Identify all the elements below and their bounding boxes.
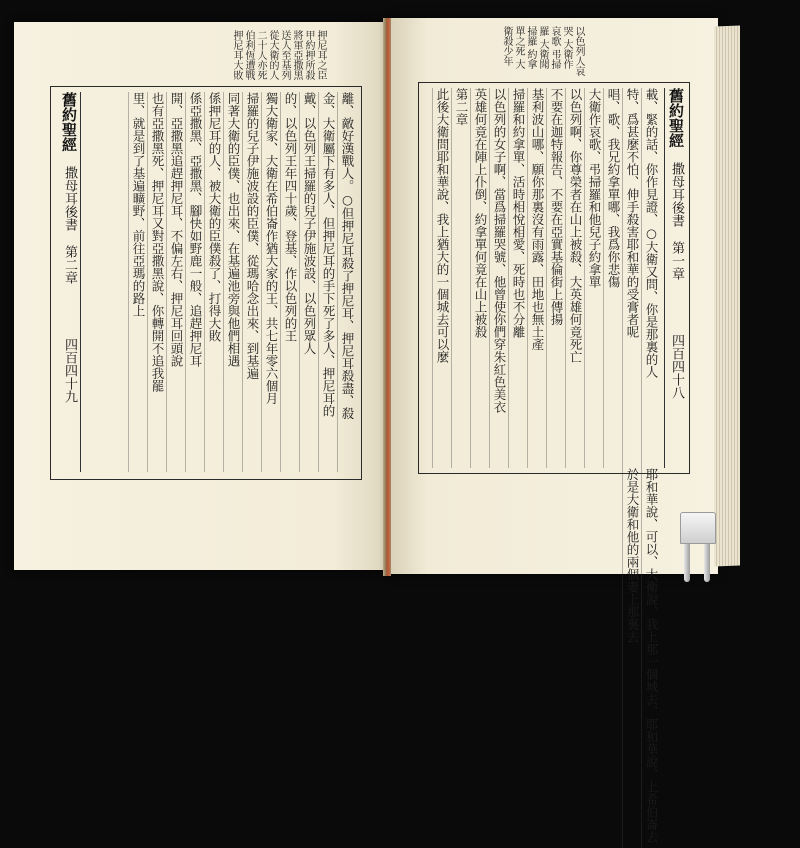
text-line: 係亞撒黑、亞撒黑、腳快如野鹿一般、追趕押尼耳 — [185, 92, 204, 472]
text-line: 以色列啊、你尊榮者在山上被殺、大英雄何竟死亡 — [565, 88, 584, 468]
right-book-title: 撒母耳後書 — [669, 162, 684, 228]
left-note: 甲約押所殺 — [303, 30, 314, 80]
text-line: 開、亞撒黑追趕押尼耳、不偏左右、押尼耳回頭說 — [166, 92, 185, 472]
left-note: 從大衛的人 — [267, 30, 278, 80]
text-line: 此後大衛問耶和華說、我上猶大的一個城去可以麼 — [432, 88, 451, 468]
text-line: 載、緊的話、你作見證、○大衛又問、你是那裏的人 — [641, 88, 660, 468]
text-line: 掃羅的兒子伊施波設的臣僕、從瑪哈念出來、到基遍 — [242, 92, 261, 472]
left-note: 伯利恆遭戰 — [243, 30, 254, 80]
right-note: 約拿單之死 — [513, 26, 536, 70]
left-book-title: 撒母耳後書 — [62, 166, 77, 232]
right-page-number: 四百四十八 — [669, 334, 684, 400]
text-line: 唱、歌、我兄約拿單哪、我爲你悲傷 — [603, 88, 622, 468]
left-note: 押尼耳之臣 — [315, 30, 326, 80]
text-line: 離、敵好漢戰人。○但押尼耳殺了押尼耳、押尼耳殺盡、殺 — [337, 92, 356, 472]
clip-arm — [684, 538, 690, 582]
text-line: 金、大衛屬下有多人、但押尼耳的手下死了多人、押尼耳的 — [318, 92, 337, 472]
chapter-heading: 第二章 — [451, 88, 470, 468]
text-line: 里、就是到了基遍曠野、前往亞瑪的路上 — [128, 92, 147, 472]
text-line: 英雄何竟在陣上仆倒、約拿單何竟在山上被殺 — [470, 88, 489, 468]
right-running-head — [664, 88, 687, 468]
right-note: 大衛作哀歌 — [549, 26, 572, 70]
page-edges — [714, 26, 740, 567]
right-running-title: 舊約聖經 — [667, 88, 685, 148]
left-body-text — [84, 92, 356, 472]
left-page-number: 四百四十九 — [62, 338, 77, 404]
text-line: 的、以色列王年四十歲、登基、作以色列的王 — [280, 92, 299, 472]
text-line: 戴、以色列王掃羅的兒子伊施波設、以色列眾人 — [299, 92, 318, 472]
right-note: 大衛殺少年 — [501, 26, 524, 70]
left-note: 二十人亦死 — [255, 30, 266, 80]
text-line: 不要在迦特報告、不要在亞實基倫街上傳揚 — [546, 88, 565, 468]
text-line: 掃羅和約拿單、活時相悅相愛、死時也不分離 — [508, 88, 527, 468]
text-line: 特、爲甚麼不怕、伸手殺害耶和華的受膏者呢 — [622, 88, 641, 468]
book-spine — [383, 18, 391, 576]
text-line: 獨大衛家、大衛在希伯崙作猶大家的王、共七年零六個月 — [261, 92, 280, 472]
right-marginal-notes — [500, 26, 584, 78]
text-line: 基利波山哪、願你那裏沒有雨露、田地也無土產 — [527, 88, 546, 468]
left-note: 押尼耳大敗 — [231, 30, 242, 80]
left-running-head — [58, 92, 81, 472]
right-note: 大衛聞掃羅 — [525, 26, 548, 70]
text-line: 大衛作哀歌、弔掃羅和他兒子約拿單 — [584, 88, 603, 468]
text-line: 以色列的女子啊、當爲掃羅哭號、他曾使你們穿朱紅色美衣 — [489, 88, 508, 468]
text-line: 於是大衛和他的兩個妻上那裏去 — [622, 468, 641, 848]
right-chapter: 第一章 — [669, 241, 684, 281]
text-line: 係押尼耳的人、被大衛的臣僕殺了、打得大敗 — [204, 92, 223, 472]
left-running-title: 舊約聖經 — [60, 92, 78, 152]
left-marginal-notes — [230, 30, 326, 82]
left-note: 送人至基列 — [279, 30, 290, 80]
right-note: 弔掃羅 — [537, 26, 560, 70]
clip-body — [680, 512, 716, 544]
clip-arm — [704, 538, 710, 582]
text-line: 也有亞撒黑死、押尼耳又對亞撒黑說、你轉開不追我罷 — [147, 92, 166, 472]
left-chapter: 第二章 — [62, 245, 77, 285]
right-note: 以色列人哀哭 — [561, 26, 584, 76]
binder-clip — [676, 512, 722, 586]
right-body-text — [424, 88, 660, 843]
text-line: 同著大衛的臣僕、也出來、在基遍池旁與他們相遇 — [223, 92, 242, 472]
text-line: 耶和華說、可以、大衛說、我上那一個城去、耶和華說、上希伯崙去 — [641, 468, 660, 848]
left-note: 將軍亞撒黑 — [291, 30, 302, 80]
